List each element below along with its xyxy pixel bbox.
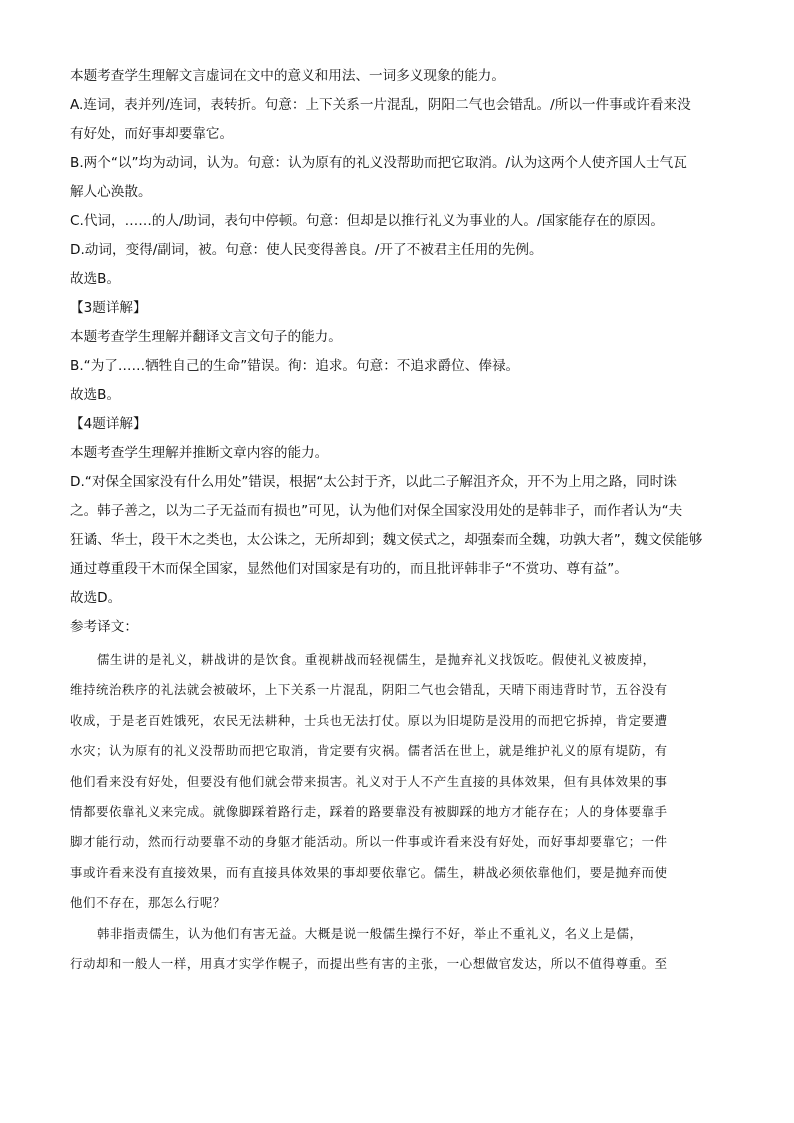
q2-analysis-line: 故选B。 [70, 271, 121, 287]
reference-translation-heading: 参考译文： [70, 619, 138, 635]
q3-analysis-line: B.“为了……牺牲自己的生命”错误。徇：追求。句意：不追求爵位、俸禄。 [70, 358, 520, 374]
q3-analysis-line: 故选B。 [70, 387, 121, 403]
q4-analysis-line: D.“对保全国家没有什么用处”错误，根据“太公封于齐，以此二子解沮齐众，开不为上用之路，同时诛 [70, 474, 677, 490]
q2-analysis-line: C.代词，……的人/助词，表句中停顿。句意：但却是以推行礼义为事业的人。/国家能存在的原因。 [70, 213, 664, 229]
q4-analysis-line: 之。韩子善之，以为二子无益而有损也”可见，认为他们对保全国家没用处的是韩非子，而作者认为“夫 [70, 503, 683, 519]
q2-analysis-line: 本题考查学生理解文言虚词在文中的意义和用法、一词多义现象的能力。 [70, 68, 505, 84]
document-body [70, 62, 730, 979]
q4-analysis-line: 本题考查学生理解并推断文章内容的能力。 [70, 445, 329, 461]
q2-analysis-line: A.连词，表并列/连词，表转折。句意：上下关系一片混乱，阴阳二气也会错乱。/所以一件事或许看来没 [70, 97, 691, 113]
translation-line: 收成，于是老百姓饿死，农民无法耕种，士兵也无法打仗。原以为旧堤防是没用的而把它拆掉，肯定要遭 [70, 712, 668, 728]
translation-line: 水灾；认为原有的礼义没帮助而把它取消，肯定要有灾祸。儒者活在世上，就是维护礼义的原有堤防，有 [70, 743, 668, 759]
translation-line: 他们不存在，那怎么行呢？ [70, 895, 226, 911]
q2-analysis-line: D.动词，变得/副词，被。句意：使人民变得善良。/开了不被君主任用的先例。 [70, 242, 543, 258]
q4-analysis-line: 通过尊重段干木而保全国家，显然他们对国家是有功的，而且批评韩非子“不赏功、尊有益”。 [70, 561, 628, 577]
translation-line: 韩非指责儒生，认为他们有害无益。大概是说一般儒生操行不好，举止不重礼义，名义上是儒， [97, 925, 643, 941]
q2-analysis-line: 有好处，而好事却要靠它。 [70, 126, 234, 142]
translation-line: 脚才能行动，然而行动要靠不动的身躯才能活动。所以一件事或许看来没有好处，而好事却要靠它；一件 [70, 834, 668, 850]
translation-line: 事或许看来没有直接效果，而有直接具体效果的事却要依靠它。儒生，耕战必须依靠他们，要是抛弃而使 [70, 864, 668, 880]
translation-line: 维持统治秩序的礼法就会被破坏，上下关系一片混乱，阴阳二气也会错乱，天晴下雨违背时节，五谷没有 [70, 682, 668, 698]
q3-analysis-line: 本题考查学生理解并翻译文言文句子的能力。 [70, 329, 342, 345]
translation-line: 行动却和一般人一样，用真才实学作幌子，而提出些有害的主张，一心想做官发达，所以不值得尊重。至 [70, 955, 668, 971]
q4-heading: 【4题详解】 [70, 416, 147, 432]
q3-heading: 【3题详解】 [70, 300, 147, 316]
q2-analysis-line: 解人心涣散。 [70, 184, 152, 200]
translation-line: 他们看来没有好处，但要没有他们就会带来损害。礼义对于人不产生直接的具体效果，但有具体效果的事 [70, 773, 668, 789]
q4-analysis-line: 故选D。 [70, 590, 122, 606]
q4-analysis-line: 狂谲、华士，段干木之类也，太公诛之，无所却到；魏文侯式之，却强秦而全魏，功孰大者”，魏文侯能够 [70, 532, 703, 548]
translation-line: 儒生讲的是礼义，耕战讲的是饮食。重视耕战而轻视儒生，是抛弃礼义找饭吃。假使礼义被废掉， [97, 652, 656, 667]
q2-analysis-line: B.两个“以”均为动词，认为。句意：认为原有的礼义没帮助而把它取消。/认为这两个人使齐国人士气瓦 [70, 155, 687, 171]
translation-line: 情都要依靠礼义来完成。就像脚踩着路行走，踩着的路要靠没有被脚踩的地方才能存在；人的身体要靠手 [70, 803, 668, 819]
